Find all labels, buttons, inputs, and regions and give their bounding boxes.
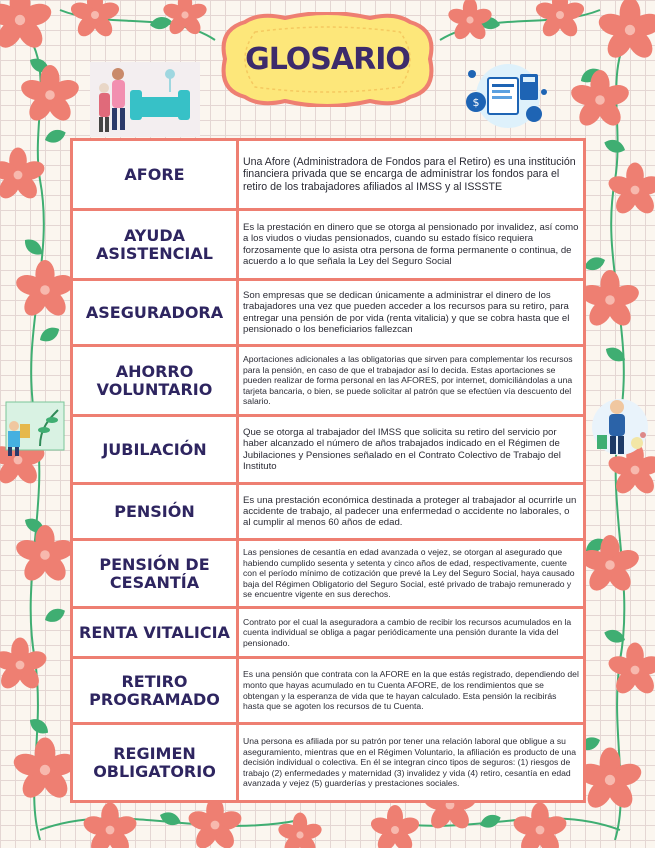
- glossary-row: [73, 414, 583, 482]
- glossary-definition: Las pensiones de cesantía en edad avanzada o vejez, se otorgan al asegurado que habiendo cumplido sesenta y setenta y cinco años de edad, respectivamente, cuente con el período mínimo de cotización que prevé la Ley del Seguro Social, haya causado baja del Régimen Obligatorio del Seguro Social, esté privado de trabajo remunerado y se encuentre vigente en sus derechos.: [239, 538, 583, 606]
- money-plant-illustration: [0, 398, 70, 458]
- glossary-definition: Que se otorga al trabajador del IMSS que solicita su retiro del servicio por haber alcanzado el número de años trabajados indicado en el Régimen de Jubilaciones y Pensiones señalado en el Contrato Colectivo de Trabajo del Instituto: [239, 414, 583, 482]
- glossary-table: [70, 138, 586, 803]
- glossary-term: RETIRO PROGRAMADO: [73, 656, 239, 722]
- svg-text:$: $: [472, 96, 480, 109]
- retiree-illustration: [585, 395, 655, 460]
- glossary-definition: Es una prestación económica destinada a proteger al trabajador al ocurrirle un accidente de trabajo, al padecer una enfermedad o accidente no laborales, o al cumplir al menos 60 años de edad.: [239, 482, 583, 538]
- glossary-row: [73, 278, 583, 344]
- glossary-row: [73, 538, 583, 606]
- glossary-definition: Es la prestación en dinero que se otorga al pensionado por invalidez, así como a los viudos o viudas pensionados, cuando su estado físico requiera forzosamente que lo asista otra persona de forma permanente o continua, de acuerdo a lo que señala la Ley del Seguro Social: [239, 208, 583, 278]
- glossary-term: RENTA VITALICIA: [73, 606, 239, 656]
- glossary-row: [73, 606, 583, 656]
- glossary-definition: Son empresas que se dedican únicamente a administrar el dinero de los trabajadores una vez que pueden acceder a los recursos para su retiro, para entregar una pensión de por vida (renta vitalicia) y que se cobra hasta que el pensionado o los beneficiarios fallezcan: [239, 278, 583, 344]
- glossary-definition: Una persona es afiliada por su patrón por tener una relación laboral que obligue a su aseguramiento, mientras que en el Régimen Voluntario, la afiliación es producto de una decisión individual o colectiva. En él se integran cinco tipos de seguros: (1) riesgos de trabajo (2) enfermedades y maternidad (3) invalidez y vida (4) retiro, cesantía en edad avanzada y vejez (5) guarderías y prestaciones sociales.: [239, 722, 583, 800]
- caregiver-illustration: [90, 62, 200, 137]
- glossary-definition: Es una pensión que contrata con la AFORE en la que estás registrado, dependiendo del monto que hayas acumulado en tu Cuenta AFORE, de los rendimientos que se obtengan y la esperanza de vida que te hayan calculado. Esta pensión la recibirás hasta que se agoten los recursos de tu Cuenta.: [239, 656, 583, 722]
- glossary-definition: Contrato por el cual la aseguradora a cambio de recibir los recursos acumulados en la cuenta individual se obliga a pagar periódicamente una pensión durante la vida del pensionado.: [239, 606, 583, 656]
- glossary-row: [73, 482, 583, 538]
- glossary-term: AHORRO VOLUNTARIO: [73, 344, 239, 414]
- title-banner: [215, 12, 440, 107]
- glossary-row: [73, 141, 583, 208]
- glossary-term: PENSIÓN: [73, 482, 239, 538]
- glossary-row: [73, 208, 583, 278]
- glossary-term: AFORE: [73, 141, 239, 208]
- glossary-row: [73, 656, 583, 722]
- glossary-definition: Una Afore (Administradora de Fondos para el Retiro) es una institución financiera privada que se encarga de administrar los fondos para el retiro de los trabajadores afiliados al IMSS y al ISSSTE: [243, 155, 576, 193]
- glossary-row: [73, 722, 583, 800]
- glossary-term: PENSIÓN DE CESANTÍA: [73, 538, 239, 606]
- glossary-definition: Aportaciones adicionales a las obligatorias que sirven para complementar los recursos para la pensión, en caso de que el trabajador así lo decida. Estas aportaciones se pueden realizar de forma personal en las AFORES, por internet, domiciliándolas a una tarjeta bancaria, o bien, se puede solicitar al patrón que se efectúen vía descuento del salario.: [239, 344, 583, 414]
- glossary-term: AYUDA ASISTENCIAL: [73, 208, 239, 278]
- glossary-term: REGIMEN OBLIGATORIO: [73, 722, 239, 800]
- glossary-term: ASEGURADORA: [73, 278, 239, 344]
- finance-illustration: [462, 62, 554, 130]
- glossary-term: JUBILACIÓN: [73, 414, 239, 482]
- page-title: GLOSARIO: [245, 42, 410, 77]
- glossary-row: [73, 344, 583, 414]
